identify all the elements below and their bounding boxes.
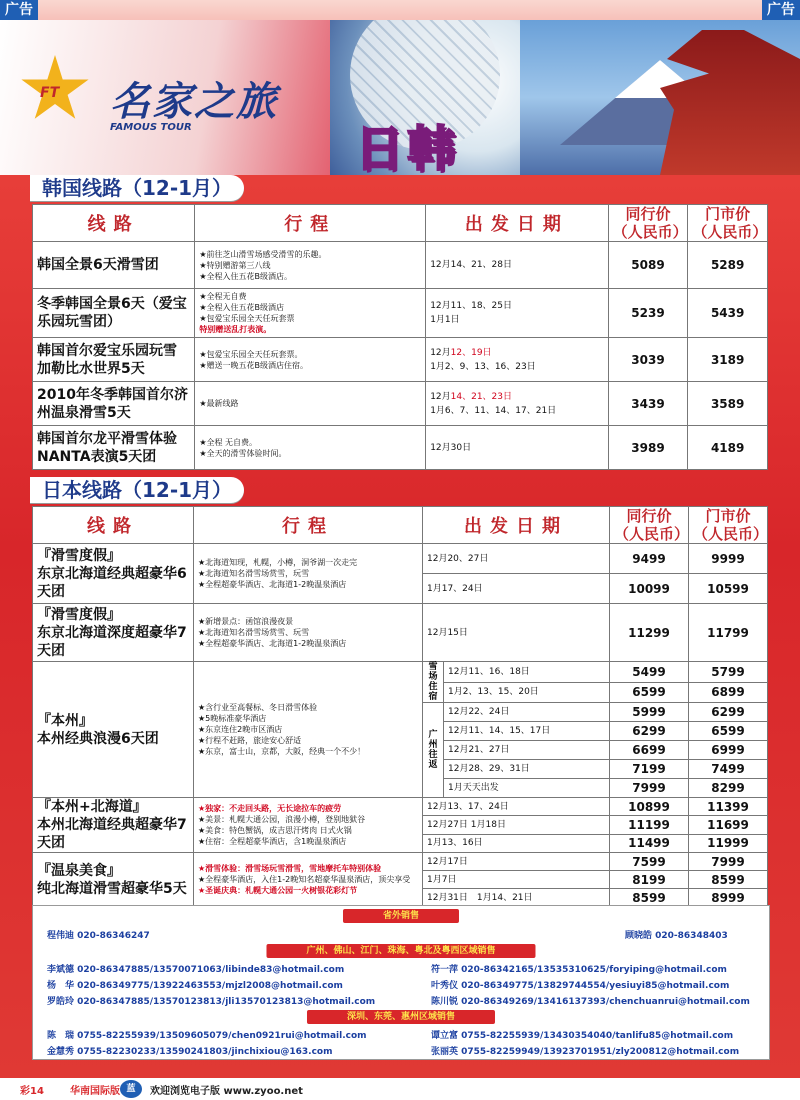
table-row — [33, 242, 768, 289]
route-name: 韩国首尔龙平滑雪体验NANTA表演5天团 — [33, 426, 195, 470]
table-row — [33, 289, 768, 338]
ribbon-outside-sales: 省外销售 — [343, 909, 459, 923]
japan-table — [32, 506, 768, 907]
table-row — [33, 604, 768, 662]
peer-price: 5499 — [610, 662, 689, 683]
departure-dates: 12月31日 1月14、21日 — [423, 889, 610, 907]
market-price: 6599 — [689, 722, 768, 741]
pagoda-icon — [660, 30, 800, 175]
peer-price: 11499 — [610, 834, 689, 852]
peer-price: 7199 — [610, 760, 689, 779]
contact-entry[interactable]: 张丽英 0755-82259949/13923701951/zly200812@hotmail.com — [431, 1047, 740, 1057]
peer-price: 5999 — [610, 703, 689, 722]
contact-entry[interactable]: 杨 华 020-86349775/13922463553/mjzl2008@hotmail.com — [47, 981, 343, 991]
contact-entry: 程伟迪 020-86346247 — [47, 931, 150, 941]
banner-brand-area — [0, 20, 340, 175]
departure-dates: 12月28、29、31日 — [444, 760, 610, 779]
table-row — [33, 662, 768, 683]
col-itinerary: 行程 — [195, 205, 426, 242]
departure-dates: 12月22、24日 — [444, 703, 610, 722]
contact-entry[interactable]: 李斌德 020-86347885/13570071063/libinde83@hotmail.com — [47, 965, 345, 975]
departure-dates: 1月2、13、15、20日 — [444, 682, 610, 703]
departure-dates: 12月27日 1月18日 — [423, 816, 610, 834]
market-price: 6999 — [689, 741, 768, 760]
itinerary: ★独家：不走回头路，无长途拉车的疲劳 ★美景：札幌大通公园，浪漫小樽，登别地狱谷 ★美食：特色蟹锅，成吉思汗烤肉 日式火锅 ★住宿：全程超豪华酒店，含1晚温泉酒店 — [194, 798, 423, 853]
route-name: 『温泉美食』 纯北海道滑雪超豪华5天 — [33, 853, 194, 907]
departure-dates: 12月12、19日 1月2、9、13、16、23日 — [426, 338, 608, 382]
ribbon-shenzhen-sales: 深圳、东莞、惠州区域销售 — [307, 1010, 495, 1024]
peer-price: 3439 — [608, 382, 688, 426]
col-dates: 出发日期 — [423, 507, 610, 544]
peer-price: 6299 — [610, 722, 689, 741]
departure-dates: 1月13、16日 — [423, 834, 610, 852]
peer-price: 5089 — [608, 242, 688, 289]
col-dates: 出发日期 — [426, 205, 608, 242]
departure-dates: 12月20、27日 — [423, 544, 610, 574]
korea-table — [32, 204, 768, 470]
peer-price: 3989 — [608, 426, 688, 470]
itinerary: ★前往芝山滑雪场感受滑雪的乐趣。 ★特别赠游第三八线 ★全程入住五花B级酒店。 — [195, 242, 426, 289]
korea-section-title: 韩国线路（12-1月） — [30, 175, 244, 201]
market-price: 8999 — [689, 889, 768, 907]
departure-dates: 12月11、18、25日 1月1日 — [426, 289, 608, 338]
departure-dates: 12月30日 — [426, 426, 608, 470]
brand-name-en: FAMOUS TOUR — [110, 122, 192, 133]
itinerary: ★含行业至高餐标、冬日滑雪体验 ★5晚标准豪华酒店 ★东京连住2晚市区酒店 ★行程不赶路，旅途安心舒适 ★东京，富士山，京都，大阪，经典一个不少！ — [194, 662, 423, 798]
table-row — [33, 544, 768, 574]
page-footer — [0, 1078, 800, 1100]
peer-price: 10099 — [610, 574, 689, 604]
contact-entry: 顾晓皓 020-86348403 — [625, 931, 728, 941]
contact-entry[interactable]: 陈 瑞 0755-82255939/13509605079/chen0921rui@hotmail.com — [47, 1031, 367, 1041]
departure-dates: 1月7日 — [423, 871, 610, 889]
destination-title: 日韩 — [355, 121, 460, 175]
itinerary: ★北海道知现，札幌，小樽，洞爷湖一次走完 ★北海道知名滑雪场赏雪，玩雪 ★全程超豪华酒店、北海道1-2晚温泉酒店 — [194, 544, 423, 604]
peer-price: 11299 — [610, 604, 689, 662]
table-row — [33, 426, 768, 470]
route-name: 『滑雪度假』 东京北海道经典超豪华6天团 — [33, 544, 194, 604]
market-price: 5799 — [689, 662, 768, 683]
table-row — [33, 338, 768, 382]
peer-price: 7999 — [610, 779, 689, 798]
table-row — [33, 798, 768, 816]
market-price: 8299 — [689, 779, 768, 798]
market-price: 9999 — [689, 544, 768, 574]
contact-entry[interactable]: 陈川锐 020-86349269/13416137393/chenchuanrui@hotmail.com — [431, 997, 750, 1007]
table-header — [33, 205, 768, 242]
peer-price: 11199 — [610, 816, 689, 834]
peer-price: 6599 — [610, 682, 689, 703]
snow-lodging-label: 雪场住宿 — [423, 662, 444, 703]
japan-section-title: 日本线路（12-1月） — [30, 477, 244, 503]
ribbon-guangzhou-sales: 广州、佛山、江门、珠海、粤北及粤西区域销售 — [266, 944, 535, 958]
contact-entry[interactable]: 叶秀仪 020-86349775/13829744554/yesiuyi85@hotmail.com — [431, 981, 730, 991]
contact-entry[interactable]: 谭立富 0755-82255939/13430354040/tanlifu85@hotmail.com — [431, 1031, 734, 1041]
banner-fuji-image — [520, 20, 800, 175]
itinerary: ★新增景点：函馆浪漫夜景 ★北海道知名滑雪场赏雪、玩雪 ★全程超豪华酒店、北海道1-2晚温泉酒店 — [194, 604, 423, 662]
departure-dates: 12月11、16、18日 — [444, 662, 610, 683]
guangzhou-roundtrip-label: 广州往返 — [423, 703, 444, 798]
peer-price: 8599 — [610, 889, 689, 907]
col-route: 线路 — [33, 205, 195, 242]
departure-dates: 12月14、21、28日 — [426, 242, 608, 289]
route-name: 冬季韩国全景6天（爱宝乐园玩雪团） — [33, 289, 195, 338]
market-price: 8599 — [689, 871, 768, 889]
col-market-price: 门市价（人民币） — [688, 205, 768, 242]
market-price: 11999 — [689, 834, 768, 852]
departure-dates: 12月21、27日 — [444, 741, 610, 760]
brand-name-cn: 名家之旅 — [110, 78, 278, 125]
itinerary: ★最新线路 — [195, 382, 426, 426]
market-price: 6299 — [689, 703, 768, 722]
market-price: 5289 — [688, 242, 768, 289]
market-price: 6899 — [689, 682, 768, 703]
col-peer-price: 同行价（人民币） — [610, 507, 689, 544]
peer-price: 8199 — [610, 871, 689, 889]
market-price: 11399 — [689, 798, 768, 816]
departure-dates: 12月17日 — [423, 853, 610, 871]
publication-logo-icon: 蓝 — [120, 1080, 142, 1098]
col-route: 线路 — [33, 507, 194, 544]
departure-dates: 12月15日 — [423, 604, 610, 662]
itinerary: ★滑雪体验：滑雪场玩雪滑雪，雪地摩托车特别体验 ★全程豪华酒店，入住1-2晚知名超豪华温泉酒店，顶尖享受 ★圣诞庆典：札幌大通公园一火树银花彩灯节 — [194, 853, 423, 907]
contact-entry[interactable]: 符一萍 020-86342165/13535310625/foryiping@hotmail.com — [431, 965, 727, 975]
ad-label-left: 广告 — [0, 0, 38, 20]
peer-price: 10899 — [610, 798, 689, 816]
ad-label-right: 广告 — [762, 0, 800, 20]
route-name: 韩国首尔爱宝乐园玩雪加勒比水世界5天 — [33, 338, 195, 382]
route-name: 『本州+北海道』 本州北海道经典超豪华7天团 — [33, 798, 194, 853]
itinerary: ★全程无自费 ★全程入住五花B级酒店 ★包爱宝乐园全天任玩套票 特别赠送乱打表演。 — [195, 289, 426, 338]
col-peer-price: 同行价（人民币） — [608, 205, 688, 242]
itinerary: ★全程 无自费。 ★全天的滑雪体验时间。 — [195, 426, 426, 470]
departure-dates: 1月17、24日 — [423, 574, 610, 604]
market-price: 11799 — [689, 604, 768, 662]
departure-dates: 12月11、14、15、17日 — [444, 722, 610, 741]
market-price: 4189 — [688, 426, 768, 470]
departure-dates: 12月13、17、24日 — [423, 798, 610, 816]
market-price: 7499 — [689, 760, 768, 779]
peer-price: 5239 — [608, 289, 688, 338]
market-price: 5439 — [688, 289, 768, 338]
contact-entry[interactable]: 罗皓玲 020-86347885/13570123813/jli13570123813@hotmail.com — [47, 997, 376, 1007]
peer-price: 3039 — [608, 338, 688, 382]
col-market-price: 门市价（人民币） — [689, 507, 768, 544]
market-price: 10599 — [689, 574, 768, 604]
table-row — [33, 382, 768, 426]
website-link[interactable]: 欢迎浏览电子版 www.zyoo.net — [150, 1086, 303, 1097]
itinerary: ★包爱宝乐园全天任玩套票。 ★赠送一晚五花B级酒店住宿。 — [195, 338, 426, 382]
route-name: 2010年冬季韩国首尔济州温泉滑雪5天 — [33, 382, 195, 426]
sales-contacts — [32, 905, 770, 1060]
market-price: 7999 — [689, 853, 768, 871]
publication-name: 华南国际版 — [70, 1086, 120, 1097]
brand-badge: FT — [40, 85, 60, 101]
peer-price: 9499 — [610, 544, 689, 574]
col-itinerary: 行程 — [194, 507, 423, 544]
market-price: 3589 — [688, 382, 768, 426]
departure-dates: 1月天天出发 — [444, 779, 610, 798]
departure-dates: 12月14、21、23日 1月6、7、11、14、17、21日 — [426, 382, 608, 426]
contact-entry[interactable]: 金慧秀 0755-82230233/13590241803/jinchixiou@163.com — [47, 1047, 333, 1057]
route-name: 『滑雪度假』 东京北海道深度超豪华7天团 — [33, 604, 194, 662]
market-price: 3189 — [688, 338, 768, 382]
route-name: 韩国全景6天滑雪团 — [33, 242, 195, 289]
route-name: 『本州』 本州经典浪漫6天团 — [33, 662, 194, 798]
table-header — [33, 507, 768, 544]
table-row — [33, 853, 768, 871]
header-banner — [0, 20, 800, 175]
peer-price: 7599 — [610, 853, 689, 871]
peer-price: 6699 — [610, 741, 689, 760]
market-price: 11699 — [689, 816, 768, 834]
page-number: 彩14 — [20, 1086, 44, 1097]
